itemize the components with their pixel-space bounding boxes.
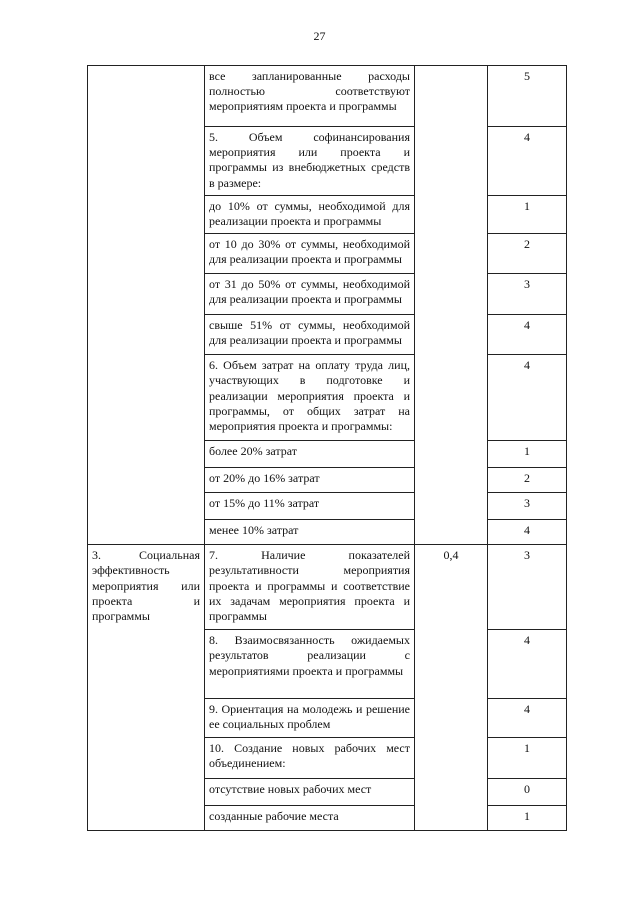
criterion-text: 5. Объем софинансирования мероприятия или проекта и программы из внебюджетных средств в размере: [205, 127, 415, 196]
page-number: 27 [313, 29, 326, 43]
criterion-text: отсутствие новых рабочих мест [205, 779, 415, 806]
criterion-score: 4 [488, 630, 567, 699]
criterion-text: от 15% до 11% затрат [205, 493, 415, 520]
criterion-text: более 20% затрат [205, 441, 415, 468]
criterion-score: 3 [488, 545, 567, 630]
category-cell-empty [88, 66, 205, 545]
criterion-score: 2 [488, 468, 567, 493]
category-weight: 0,4 [415, 545, 488, 831]
criterion-text: 10. Создание новых рабочих мест объединением: [205, 738, 415, 779]
criterion-text: 9. Ориентация на молодежь и решение ее социальных проблем [205, 699, 415, 738]
criterion-score: 4 [488, 315, 567, 355]
criterion-text: все запланированные расходы полностью соответствуют мероприятиям проекта и программы [205, 66, 415, 127]
table-row [88, 545, 567, 630]
criterion-score: 1 [488, 195, 567, 233]
weight-cell-empty [415, 66, 488, 545]
criterion-score: 4 [488, 355, 567, 441]
criterion-score: 1 [488, 738, 567, 779]
criterion-score: 3 [488, 274, 567, 315]
criteria-table [87, 65, 567, 831]
criterion-score: 0 [488, 779, 567, 806]
criterion-text: от 10 до 30% от суммы, необходимой для реализации проекта и программы [205, 234, 415, 274]
criterion-text: свыше 51% от суммы, необходимой для реализации проекта и программы [205, 315, 415, 355]
category-label: 3. Социальная эффективность мероприятия или проекта и программы [88, 545, 205, 831]
criterion-text: созданные рабочие места [205, 806, 415, 831]
criterion-score: 4 [488, 520, 567, 545]
table-row [88, 66, 567, 127]
criterion-score: 1 [488, 806, 567, 831]
criterion-score: 4 [488, 127, 567, 196]
criterion-score: 5 [488, 66, 567, 127]
criterion-text: от 31 до 50% от суммы, необходимой для реализации проекта и программы [205, 274, 415, 315]
criterion-score: 2 [488, 234, 567, 274]
criterion-score: 1 [488, 441, 567, 468]
criterion-score: 3 [488, 493, 567, 520]
criterion-text: менее 10% затрат [205, 520, 415, 545]
criterion-text: до 10% от суммы, необходимой для реализации проекта и программы [205, 195, 415, 233]
criterion-text: 7. Наличие показателей результативности мероприятия проекта и программы и соответствие их задачам мероприятия проекта и программы [205, 545, 415, 630]
criterion-text: 8. Взаимосвязанность ожидаемых результатов реализации с мероприятиями проекта и программы [205, 630, 415, 699]
criterion-score: 4 [488, 699, 567, 738]
criterion-text: 6. Объем затрат на оплату труда лиц, участвующих в подготовке и реализации мероприятия проекта и программы, от общих затрат на мероприятия проекта и программы: [205, 355, 415, 441]
criterion-text: от 20% до 16% затрат [205, 468, 415, 493]
